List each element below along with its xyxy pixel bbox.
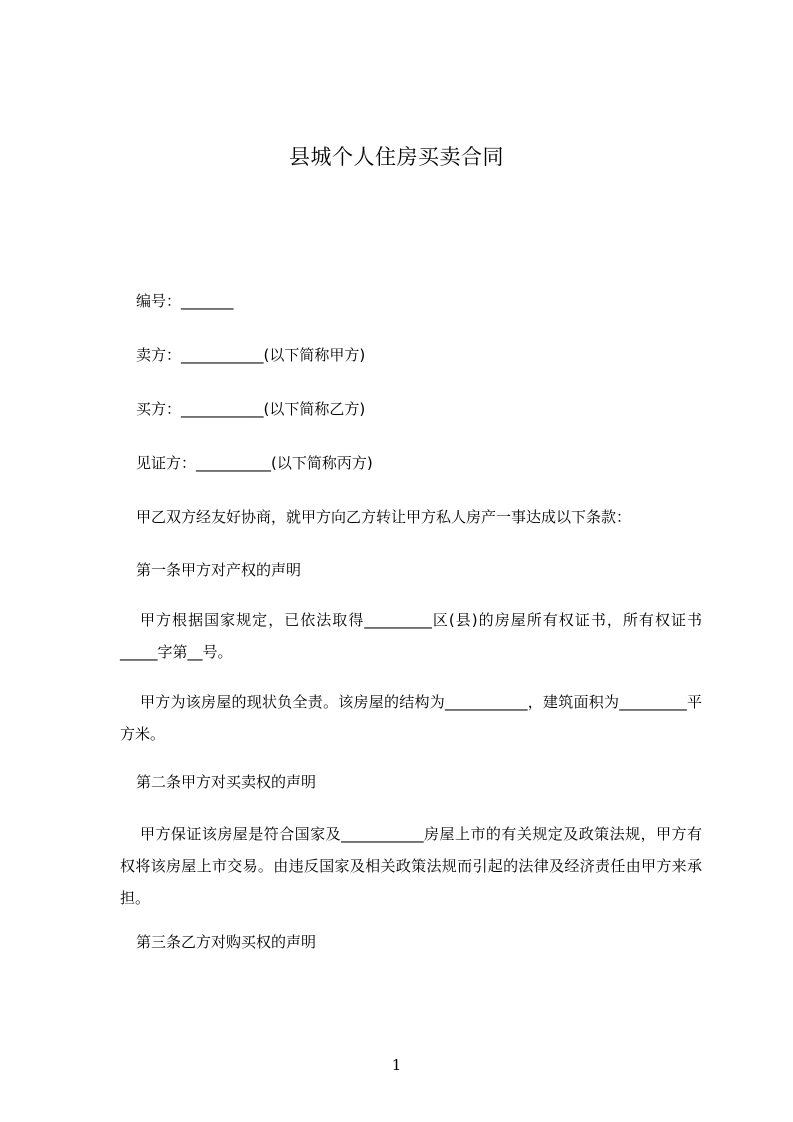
article-2-paragraph-1: 甲方保证该房屋是符合国家及___________房屋上市的有关规定及政策法规，甲方有权将该房屋上市交易。由违反国家及相关政策法规而引起的法律及经济责任由甲方来承担。 bbox=[120, 825, 702, 907]
seller-line: 卖方：___________(以下简称甲方) bbox=[136, 346, 366, 364]
contract-number-line: 编号：_______ bbox=[136, 292, 234, 310]
article-1-paragraph-1: 甲方根据国家规定，已依法取得_________区(县)的房屋所有权证书，所有权证书_____字第__号。 bbox=[120, 611, 702, 661]
intro-paragraph: 甲乙双方经友好协商，就甲方向乙方转让甲方私人房产一事达成以下条款： bbox=[136, 508, 632, 526]
article-3-heading: 第三条乙方对购买权的声明 bbox=[136, 933, 317, 951]
article-2-heading: 第二条甲方对买卖权的声明 bbox=[136, 773, 317, 791]
page-number: 1 bbox=[391, 1056, 402, 1074]
article-1-paragraph-2: 甲方为该房屋的现状负全责。该房屋的结构为___________，建筑面积为_________平方米。 bbox=[120, 693, 702, 743]
witness-line: 见证方：__________(以下简称丙方) bbox=[136, 454, 373, 472]
document-title: 县城个人住房买卖合同 bbox=[289, 145, 504, 169]
buyer-line: 买方：___________(以下简称乙方) bbox=[136, 400, 366, 418]
article-1-heading: 第一条甲方对产权的声明 bbox=[136, 561, 302, 579]
